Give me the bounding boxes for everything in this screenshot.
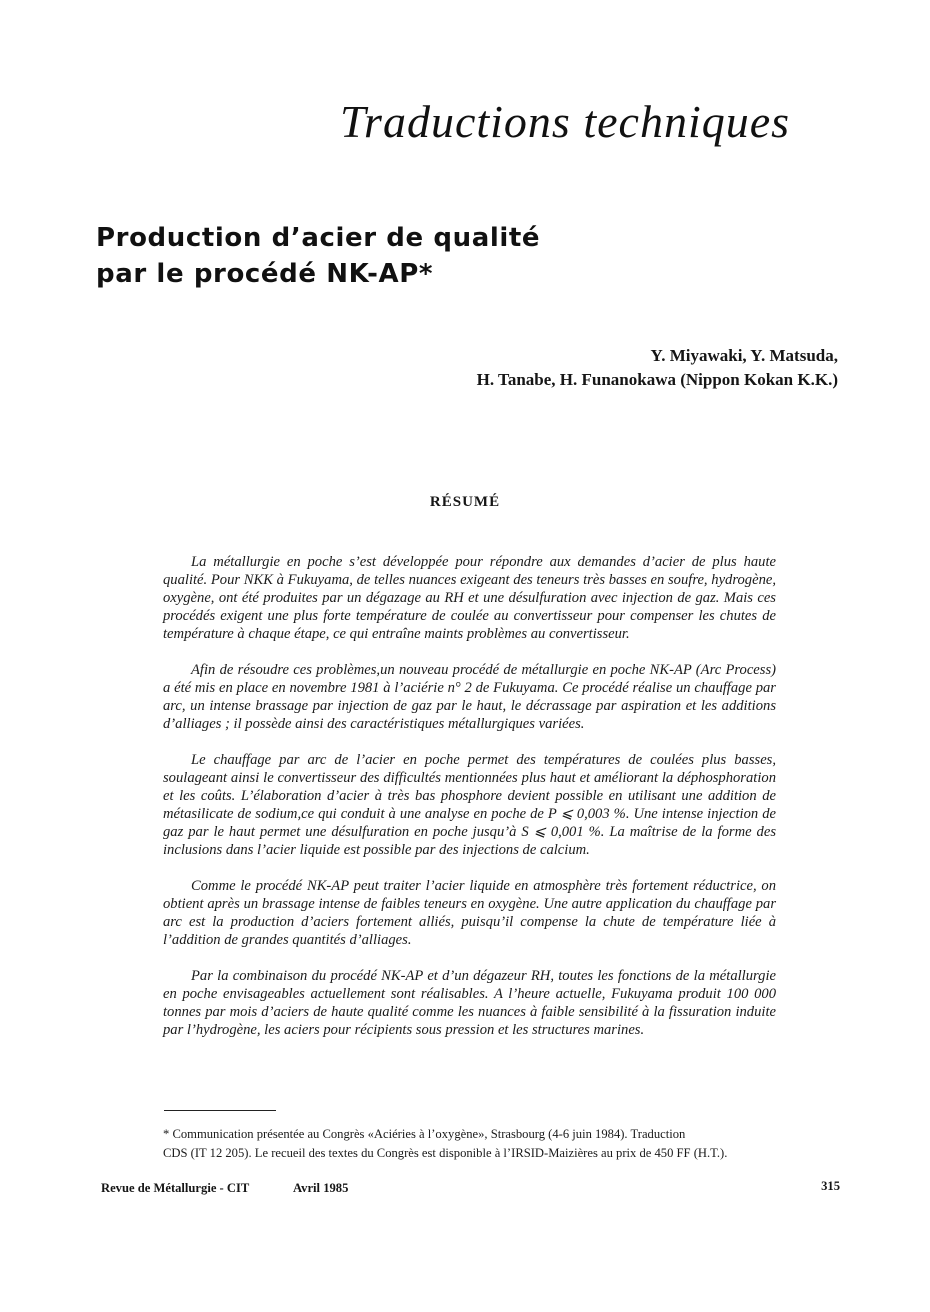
abstract-paragraph: Afin de résoudre ces problèmes,un nouveau procédé de métallurgie en poche NK-AP (Arc Process) a été mis en place en novembre 1981 à l’aciérie n° 2 de Fukuyama. Ce procédé réalise un chauffage par arc, un intense brassage par injection de gaz par le haut, le décrassage par aspiration et les additions d’alliages ; il possède ainsi des caractéristiques métallurgiques variées. <box>163 662 776 732</box>
section-header: Traductions techniques <box>340 96 791 147</box>
article-title-line-2: par le procédé NK-AP* <box>96 259 434 289</box>
page-number: 315 <box>821 1179 840 1193</box>
abstract-paragraph: Par la combinaison du procédé NK-AP et d’un dégazeur RH, toutes les fonctions de la métallurgie en poche envisageables actuellement sont réalisables. A l’heure actuelle, Fukuyama produit 100 000 tonnes par mois d’aciers de haute qualité comme les nuances à faible sensibilité à la fissuration induite par l’hydrogène, les aciers pour récipients sous pression et les structures marines. <box>163 968 776 1038</box>
abstract-body <box>163 553 776 1057</box>
abstract-paragraph: Comme le procédé NK-AP peut traiter l’acier liquide en atmosphère très fortement réductrice, on obtient après un brassage intense de faibles teneurs en oxygène. Une autre application du chauffage par arc est la production d’aciers fortement alliés, puisqu’il compense la chute de température liée à l’addition de grandes quantités d’alliages. <box>163 878 776 948</box>
issue-date: Avril 1985 <box>293 1181 349 1195</box>
abstract-paragraph: Le chauffage par arc de l’acier en poche permet des températures de coulées plus basses, soulageant ainsi le convertisseur des difficultés mentionnées plus haut et améliorant la déphosphoration et les coûts. L’élaboration d’acier à très bas phosphore devient possible en utilisant une addition de métasilicate de sodium,ce qui conduit à une analyse en poche de P ⩽ 0,003 %. Une intense injection de gaz par le haut permet une désulfuration en poche jusqu’à S ⩽ 0,001 %. La maîtrise de la forme des inclusions dans l’acier liquide est possible par des injections de calcium. <box>163 752 776 858</box>
authors-line-2: H. Tanabe, H. Funanokawa (Nippon Kokan K.K.) <box>476 370 838 389</box>
footnote-divider <box>164 1110 276 1111</box>
abstract-paragraph: La métallurgie en poche s’est développée pour répondre aux demandes d’acier de plus haute qualité. Pour NKK à Fukuyama, de telles nuances exigeant des teneurs très basses en soufre, hydrogène, oxygène, ont été produites par un dégazage au RH et une désulfuration avec injection de gaz. Mais ces procédés exigent une plus forte température de coulée au convertisseur pour compenser les chutes de température à chaque étape, ce qui entraîne maints problèmes au convertisseur. <box>163 554 776 642</box>
authors-line-1: Y. Miyawaki, Y. Matsuda, <box>650 346 838 365</box>
footnote-line-1: * Communication présentée au Congrès «Aciéries à l’oxygène», Strasbourg (4-6 juin 1984). Traduction <box>163 1127 686 1141</box>
resume-heading: RÉSUMÉ <box>429 494 501 510</box>
article-title <box>96 220 796 292</box>
article-title-line-1: Production d’acier de qualité <box>96 223 541 253</box>
author-list <box>420 344 838 392</box>
footnote-line-2: CDS (IT 12 205). Le recueil des textes du Congrès est disponible à l’IRSID-Maizières au prix de 450 FF (H.T.). <box>163 1146 728 1160</box>
footnote <box>163 1125 793 1163</box>
journal-name: Revue de Métallurgie - CIT <box>101 1181 250 1195</box>
